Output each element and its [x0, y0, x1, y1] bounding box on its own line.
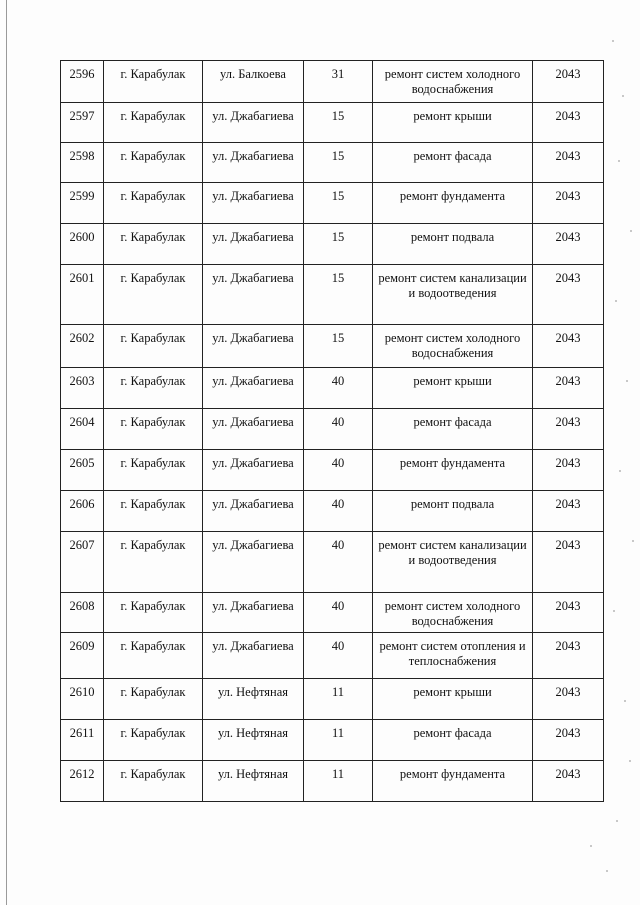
- street-cell: ул. Джабагиева: [203, 593, 304, 633]
- scan-speck: [619, 470, 621, 472]
- street-cell: ул. Джабагиева: [203, 224, 304, 265]
- house-number-cell: 40: [304, 368, 373, 409]
- work-type-cell: ремонт систем канализации и водоотведения: [373, 532, 533, 593]
- row-number-cell: 2609: [61, 633, 104, 679]
- house-number-cell: 40: [304, 532, 373, 593]
- scan-speck: [622, 95, 624, 97]
- street-cell: ул. Джабагиева: [203, 265, 304, 325]
- year-cell: 2043: [533, 679, 604, 720]
- table-row: [61, 183, 604, 224]
- house-number-cell: 15: [304, 325, 373, 368]
- year-cell: 2043: [533, 532, 604, 593]
- house-number-cell: 11: [304, 720, 373, 761]
- year-cell: 2043: [533, 61, 604, 103]
- page-edge-line: [6, 0, 7, 905]
- work-type-cell: ремонт фундамента: [373, 183, 533, 224]
- city-cell: г. Карабулак: [104, 761, 203, 802]
- table-row: [61, 265, 604, 325]
- street-cell: ул. Джабагиева: [203, 183, 304, 224]
- row-number-cell: 2601: [61, 265, 104, 325]
- year-cell: 2043: [533, 368, 604, 409]
- year-cell: 2043: [533, 450, 604, 491]
- street-cell: ул. Нефтяная: [203, 679, 304, 720]
- house-number-cell: 40: [304, 593, 373, 633]
- street-cell: ул. Джабагиева: [203, 103, 304, 143]
- year-cell: 2043: [533, 224, 604, 265]
- work-type-cell: ремонт крыши: [373, 368, 533, 409]
- street-cell: ул. Нефтяная: [203, 761, 304, 802]
- work-type-cell: ремонт подвала: [373, 491, 533, 532]
- city-cell: г. Карабулак: [104, 593, 203, 633]
- work-type-cell: ремонт систем канализации и водоотведения: [373, 265, 533, 325]
- street-cell: ул. Балкоева: [203, 61, 304, 103]
- city-cell: г. Карабулак: [104, 61, 203, 103]
- row-number-cell: 2602: [61, 325, 104, 368]
- table-row: [61, 491, 604, 532]
- table-row: [61, 450, 604, 491]
- house-number-cell: 15: [304, 143, 373, 183]
- city-cell: г. Карабулак: [104, 265, 203, 325]
- repair-schedule-table: [60, 60, 604, 802]
- street-cell: ул. Джабагиева: [203, 532, 304, 593]
- work-type-cell: ремонт фасада: [373, 409, 533, 450]
- scan-speck: [616, 820, 618, 822]
- scan-speck: [590, 845, 592, 847]
- year-cell: 2043: [533, 183, 604, 224]
- work-type-cell: ремонт систем холодного водоснабжения: [373, 61, 533, 103]
- table-body: [61, 61, 604, 802]
- year-cell: 2043: [533, 633, 604, 679]
- scan-speck: [629, 760, 631, 762]
- house-number-cell: 40: [304, 491, 373, 532]
- street-cell: ул. Джабагиева: [203, 368, 304, 409]
- year-cell: 2043: [533, 720, 604, 761]
- row-number-cell: 2612: [61, 761, 104, 802]
- street-cell: ул. Джабагиева: [203, 491, 304, 532]
- year-cell: 2043: [533, 265, 604, 325]
- row-number-cell: 2598: [61, 143, 104, 183]
- house-number-cell: 15: [304, 224, 373, 265]
- table-row: [61, 532, 604, 593]
- row-number-cell: 2605: [61, 450, 104, 491]
- city-cell: г. Карабулак: [104, 679, 203, 720]
- work-type-cell: ремонт фасада: [373, 720, 533, 761]
- row-number-cell: 2597: [61, 103, 104, 143]
- street-cell: ул. Джабагиева: [203, 409, 304, 450]
- year-cell: 2043: [533, 761, 604, 802]
- city-cell: г. Карабулак: [104, 532, 203, 593]
- work-type-cell: ремонт систем отопления и теплоснабжения: [373, 633, 533, 679]
- table-row: [61, 61, 604, 103]
- table-row: [61, 368, 604, 409]
- house-number-cell: 15: [304, 183, 373, 224]
- street-cell: ул. Джабагиева: [203, 450, 304, 491]
- row-number-cell: 2608: [61, 593, 104, 633]
- work-type-cell: ремонт крыши: [373, 679, 533, 720]
- house-number-cell: 40: [304, 450, 373, 491]
- scan-speck: [615, 300, 617, 302]
- year-cell: 2043: [533, 325, 604, 368]
- scan-speck: [612, 40, 614, 42]
- scan-speck: [626, 380, 628, 382]
- row-number-cell: 2611: [61, 720, 104, 761]
- city-cell: г. Карабулак: [104, 450, 203, 491]
- table-row: [61, 224, 604, 265]
- scan-speck: [630, 230, 632, 232]
- table-row: [61, 409, 604, 450]
- table-row: [61, 103, 604, 143]
- work-type-cell: ремонт фундамента: [373, 450, 533, 491]
- house-number-cell: 40: [304, 409, 373, 450]
- row-number-cell: 2610: [61, 679, 104, 720]
- city-cell: г. Карабулак: [104, 633, 203, 679]
- row-number-cell: 2596: [61, 61, 104, 103]
- year-cell: 2043: [533, 409, 604, 450]
- street-cell: ул. Джабагиева: [203, 325, 304, 368]
- row-number-cell: 2600: [61, 224, 104, 265]
- house-number-cell: 11: [304, 679, 373, 720]
- row-number-cell: 2603: [61, 368, 104, 409]
- work-type-cell: ремонт фасада: [373, 143, 533, 183]
- house-number-cell: 11: [304, 761, 373, 802]
- table-row: [61, 761, 604, 802]
- year-cell: 2043: [533, 491, 604, 532]
- row-number-cell: 2607: [61, 532, 104, 593]
- city-cell: г. Карабулак: [104, 720, 203, 761]
- city-cell: г. Карабулак: [104, 409, 203, 450]
- street-cell: ул. Нефтяная: [203, 720, 304, 761]
- scan-speck: [613, 610, 615, 612]
- row-number-cell: 2599: [61, 183, 104, 224]
- scan-speck: [606, 870, 608, 872]
- year-cell: 2043: [533, 593, 604, 633]
- city-cell: г. Карабулак: [104, 491, 203, 532]
- table-row: [61, 633, 604, 679]
- city-cell: г. Карабулак: [104, 224, 203, 265]
- city-cell: г. Карабулак: [104, 368, 203, 409]
- row-number-cell: 2606: [61, 491, 104, 532]
- work-type-cell: ремонт крыши: [373, 103, 533, 143]
- table-row: [61, 720, 604, 761]
- house-number-cell: 15: [304, 103, 373, 143]
- street-cell: ул. Джабагиева: [203, 633, 304, 679]
- year-cell: 2043: [533, 103, 604, 143]
- city-cell: г. Карабулак: [104, 183, 203, 224]
- work-type-cell: ремонт систем холодного водоснабжения: [373, 325, 533, 368]
- table-row: [61, 143, 604, 183]
- work-type-cell: ремонт систем холодного водоснабжения: [373, 593, 533, 633]
- scan-speck: [632, 540, 634, 542]
- year-cell: 2043: [533, 143, 604, 183]
- work-type-cell: ремонт фундамента: [373, 761, 533, 802]
- scan-speck: [624, 700, 626, 702]
- scan-speck: [618, 160, 620, 162]
- table-row: [61, 679, 604, 720]
- city-cell: г. Карабулак: [104, 103, 203, 143]
- city-cell: г. Карабулак: [104, 143, 203, 183]
- table-row: [61, 325, 604, 368]
- house-number-cell: 15: [304, 265, 373, 325]
- work-type-cell: ремонт подвала: [373, 224, 533, 265]
- city-cell: г. Карабулак: [104, 325, 203, 368]
- street-cell: ул. Джабагиева: [203, 143, 304, 183]
- table-row: [61, 593, 604, 633]
- house-number-cell: 40: [304, 633, 373, 679]
- row-number-cell: 2604: [61, 409, 104, 450]
- house-number-cell: 31: [304, 61, 373, 103]
